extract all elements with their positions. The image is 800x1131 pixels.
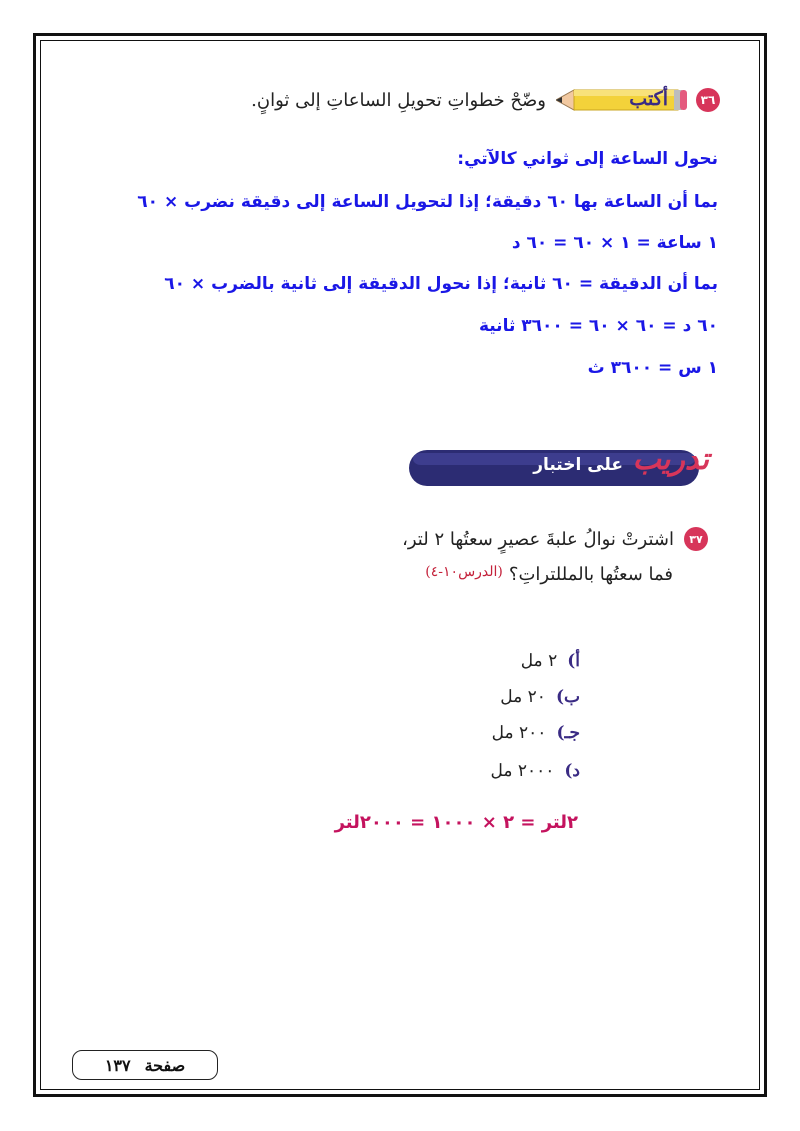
option-d (490, 761, 580, 781)
question-37-line-2-row (425, 564, 673, 585)
lesson-reference: (الدرس١٠-٤) (425, 564, 503, 580)
answer-line-4: بما أن الدقيقة = ٦٠ ثانية؛ إذا نحول الدقيقة إلى ثانية بالضرب × ٦٠ (164, 274, 718, 294)
write-label: أكتب (629, 88, 668, 110)
answer-line-2: بما أن الساعة بها ٦٠ دقيقة؛ إذا لتحويل الساعة إلى دقيقة نضرب × ٦٠ (137, 192, 718, 212)
question-37 (402, 527, 708, 551)
option-b (500, 687, 580, 707)
option-letter: أ) (567, 651, 580, 671)
answer-line-3: ١ ساعة = ١ × ٦٠ = ٦٠ د (511, 233, 718, 253)
question-number-badge-37: ٣٧ (684, 527, 708, 551)
write-prompt: وضّحْ خطواتِ تحويلِ الساعاتِ إلى ثوانٍ. (251, 89, 546, 111)
page-number: ١٣٧ (104, 1055, 131, 1075)
question-37-line-2: فما سعتُها بالمللتراتِ؟ (508, 564, 673, 585)
option-letter: ب) (555, 687, 580, 707)
page-number-box (72, 1050, 218, 1080)
option-value: ٢٠٠ مل (491, 723, 547, 743)
answer-line-5: ٦٠ د = ٦٠ × ٦٠ = ٣٦٠٠ ثانية (478, 316, 718, 336)
answer-line-6: ١ س = ٣٦٠٠ ث (587, 358, 718, 378)
question-number-badge: ٣٦ (696, 88, 720, 112)
option-value: ٢ مل (520, 651, 558, 671)
option-letter: د) (564, 761, 580, 781)
option-c (492, 723, 580, 743)
banner-title: تدريب (632, 442, 709, 477)
pencil-icon (556, 86, 688, 114)
question-37-line-1: اشترتْ نوالُ علبةَ عصيرٍ سعتُها ٢ لتر، (402, 528, 674, 550)
page-label: صفحة (144, 1055, 186, 1075)
option-a (521, 651, 580, 671)
banner-subtitle: على اختبار (533, 455, 623, 475)
option-letter: جـ) (556, 723, 580, 743)
answer-calculation: ٢لتر = ٢ × ١٠٠٠ = ٢٠٠٠لتر (334, 812, 578, 833)
option-value: ٢٠٠٠ مل (490, 761, 555, 781)
write-question-header (251, 83, 720, 117)
answer-line-1: نحول الساعة إلى ثواني كالآتي: (457, 149, 718, 169)
practice-banner (405, 440, 715, 494)
option-value: ٢٠ مل (500, 687, 546, 707)
